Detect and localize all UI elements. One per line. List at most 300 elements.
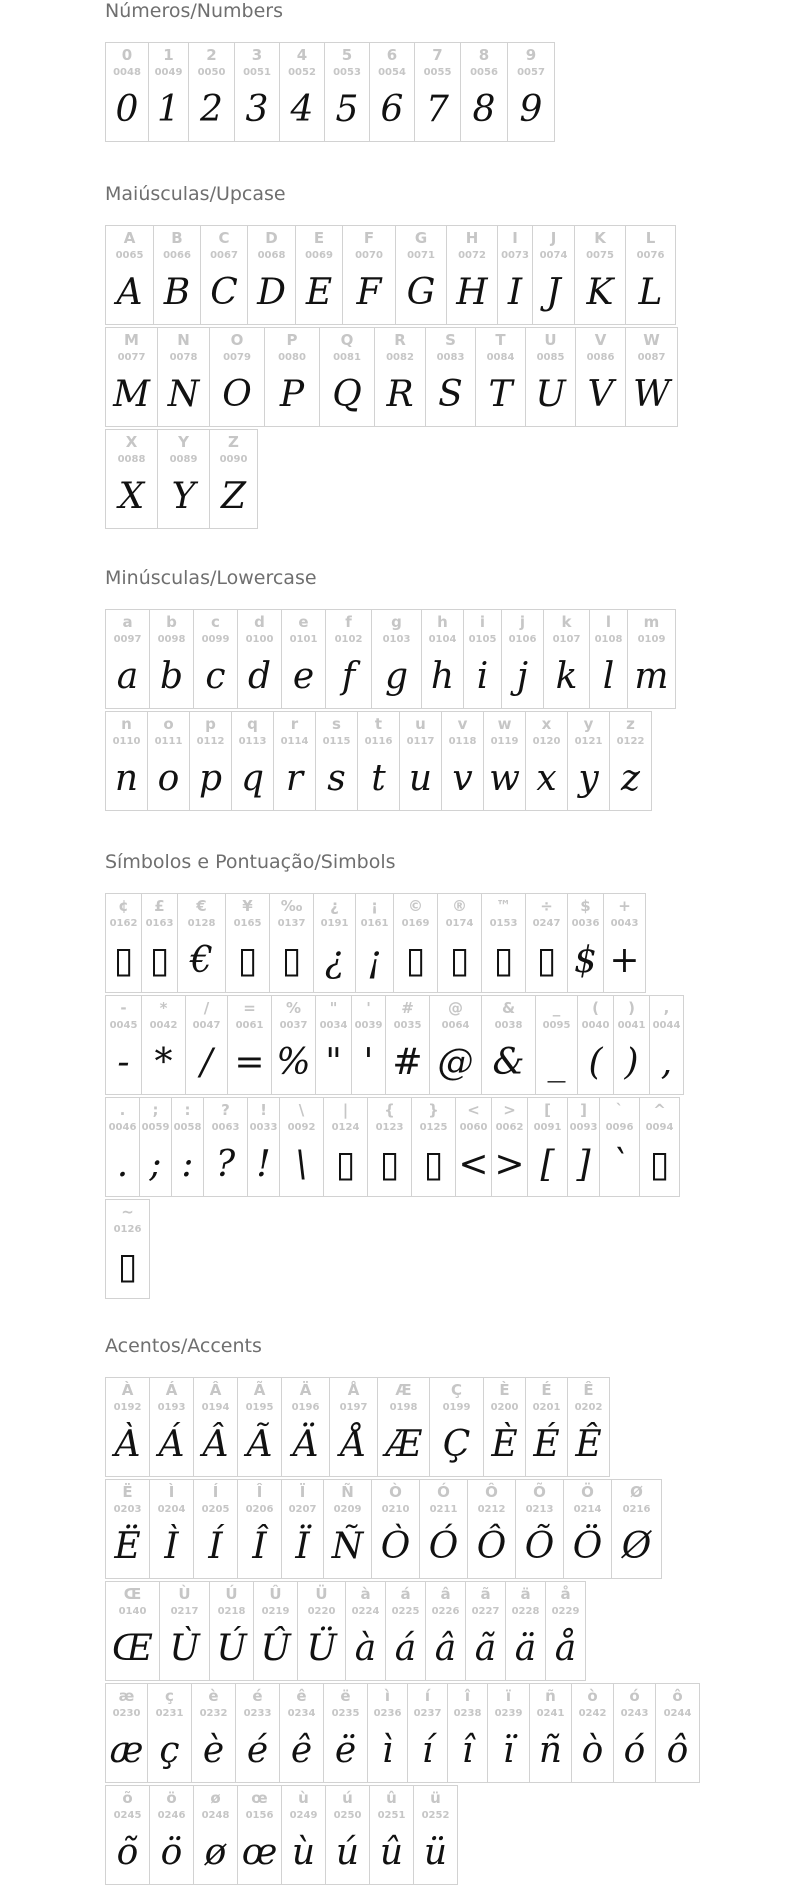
glyph-code: 0049 [154,67,183,78]
glyph-cell [374,327,426,427]
glyph-sample: Ü [306,1628,337,1669]
glyph-sample: _ [547,1042,566,1083]
glyph-sample: O [222,374,252,415]
glyph-label: _ [552,999,561,1017]
glyph-sample: Ó [428,1526,459,1567]
glyph-row [105,1097,800,1199]
glyph-code: 0218 [217,1606,246,1617]
glyph-label: - [120,999,127,1017]
glyph-label: W [643,331,660,349]
glyph-label: ò [587,1687,598,1705]
glyph-code: 0233 [243,1708,272,1719]
glyph-cell [437,893,482,993]
glyph-code: 0196 [291,1402,320,1413]
glyph-code: 0224 [351,1606,380,1617]
glyph-cell [329,1377,378,1477]
glyph-sample: 9 [519,89,543,130]
glyph-cell [460,42,508,142]
glyph-sample: K [586,272,614,313]
glyph-label: © [408,897,423,915]
glyph-code: 0105 [468,634,497,645]
glyph-sample: ▯ [405,940,426,981]
glyph-label: F [363,229,375,247]
glyph-cell [247,1097,280,1197]
section-title: Minúsculas/Lowercase [105,567,317,589]
glyph-sample: y [578,758,599,799]
glyph-label: ‰ [280,897,303,915]
glyph-label: > [503,1101,516,1119]
glyph-sample: ù [291,1832,316,1873]
glyph-code: 0110 [112,736,141,747]
glyph-label: Œ [123,1585,142,1603]
glyph-label: õ [122,1789,133,1807]
glyph-row [105,327,800,429]
glyph-grid [105,609,800,813]
glyph-sample: v [452,758,473,799]
glyph-cell [345,1581,386,1681]
glyph-code: 0086 [586,352,615,363]
glyph-sample: à [354,1628,377,1669]
glyph-sample: P [279,374,305,415]
glyph-cell [153,225,201,325]
glyph-label: ù [298,1789,309,1807]
glyph-code: 0122 [616,736,645,747]
glyph-label: ` [615,1101,624,1119]
glyph-code: 0092 [287,1122,316,1133]
glyph-label: Q [340,331,354,349]
glyph-cell [367,1097,412,1197]
glyph-code: 0199 [442,1402,471,1413]
glyph-sample: Ø [621,1526,652,1567]
glyph-cell [487,1683,530,1783]
glyph-cell [279,1097,324,1197]
glyph-sample: G [406,272,436,313]
glyph-label: 2 [206,46,217,64]
glyph-cell [237,1377,282,1477]
glyph-cell [467,1479,516,1579]
glyph-sample: Ï [295,1526,310,1567]
glyph-label: a [122,613,133,631]
glyph-sample: Y [171,476,196,517]
glyph-label: s [332,715,341,733]
glyph-cell [227,995,272,1095]
glyph-cell [507,42,555,142]
glyph-sample: 2 [200,89,223,130]
glyph-label: å [560,1585,571,1603]
glyph-label: ® [452,897,467,915]
glyph-cell [185,995,228,1095]
glyph-cell [501,609,544,709]
glyph-cell [367,1683,408,1783]
glyph-label: ã [480,1585,491,1603]
glyph-row [105,1581,800,1683]
glyph-cell [297,1581,346,1681]
glyph-code: 0054 [378,67,406,78]
glyph-label: A [123,229,136,247]
glyph-sample: @ [437,1042,474,1083]
glyph-sample: õ [116,1832,139,1873]
glyph-cell [105,1479,150,1579]
glyph-cell [613,995,650,1095]
glyph-code: 0230 [112,1708,141,1719]
glyph-code: 0244 [663,1708,692,1719]
glyph-sample: 5 [335,89,359,130]
glyph-code: 0090 [219,454,248,465]
glyph-cell [295,225,343,325]
glyph-sample: i [476,656,489,697]
glyph-cell [281,1479,324,1579]
glyph-sample: V [587,374,614,415]
glyph-cell [237,1785,282,1885]
glyph-cell [371,609,422,709]
glyph-cell [421,609,464,709]
glyph-code: 0089 [169,454,198,465]
glyph-code: 0248 [201,1810,230,1821]
glyph-label: K [594,229,606,247]
glyph-code: 0234 [287,1708,316,1719]
glyph-code: 0100 [245,634,274,645]
glyph-code: 0156 [245,1810,274,1821]
glyph-row [105,893,800,995]
glyph-label: á [400,1585,411,1603]
glyph-sample: ▯ [149,940,170,981]
glyph-cell [319,327,375,427]
glyph-cell [323,1683,368,1783]
glyph-sample: . [116,1144,129,1185]
glyph-sample: : [181,1144,194,1185]
glyph-code: 0083 [436,352,465,363]
glyph-code: 0087 [637,352,666,363]
glyph-row [105,1377,800,1479]
glyph-label: l [605,613,612,631]
glyph-sample: D [257,272,286,313]
glyph-label: û [386,1789,397,1807]
glyph-cell [589,609,628,709]
glyph-cell [483,711,526,811]
glyph-cell [625,327,678,427]
glyph-cell [235,1683,280,1783]
glyph-label: ó [629,1687,640,1705]
glyph-label: é [252,1687,263,1705]
glyph-code: 0245 [113,1810,142,1821]
glyph-code: 0075 [586,250,614,261]
glyph-label: Ù [178,1585,191,1603]
glyph-cell [105,327,158,427]
glyph-cell [105,42,149,142]
glyph-label: Ñ [341,1483,354,1501]
glyph-cell [481,995,536,1095]
glyph-cell [515,1479,564,1579]
glyph-cell [141,893,178,993]
section-title: Acentos/Accents [105,1335,262,1357]
glyph-code: 0085 [536,352,565,363]
glyph-code: 0044 [652,1020,681,1031]
glyph-label: ™ [496,897,511,915]
glyph-label: M [124,331,139,349]
glyph-sample: n [114,758,139,799]
glyph-cell [253,1581,298,1681]
glyph-code: 0109 [637,634,666,645]
glyph-cell [200,225,248,325]
glyph-code: 0059 [141,1122,170,1133]
glyph-label: o [163,715,174,733]
glyph-code: 0214 [573,1504,602,1515]
glyph-label: Ä [299,1381,312,1399]
glyph-label: € [196,897,207,915]
glyph-code: 0125 [419,1122,448,1133]
glyph-code: 0058 [173,1122,202,1133]
glyph-cell [393,893,438,993]
glyph-label: ü [430,1789,441,1807]
glyph-code: 0048 [113,67,141,78]
glyph-sample: N [167,374,200,415]
glyph-label: ~ [121,1203,134,1221]
glyph-label: = [243,999,256,1017]
glyph-sample: ø [204,1832,227,1873]
glyph-cell [446,225,498,325]
glyph-code: 0104 [428,634,457,645]
glyph-cell [105,893,142,993]
glyph-code: 0041 [617,1020,646,1031]
glyph-sample: Í [208,1526,223,1567]
glyph-sample: ( [588,1042,603,1083]
glyph-label: R [394,331,406,349]
glyph-label: G [414,229,428,247]
glyph-code: 0050 [197,67,226,78]
glyph-cell [545,1581,586,1681]
glyph-cell [567,893,604,993]
glyph-sample: œ [241,1832,278,1873]
glyph-code: 0197 [339,1402,368,1413]
glyph-code: 0047 [192,1020,221,1031]
glyph-sample: ç [159,1730,180,1771]
glyph-sample: b [159,656,184,697]
glyph-code: 0094 [645,1122,674,1133]
glyph-code: 0091 [533,1122,562,1133]
glyph-row [105,225,800,327]
glyph-sample: é [246,1730,269,1771]
glyph-code: 0232 [199,1708,228,1719]
glyph-cell [611,1479,662,1579]
glyph-cell [324,42,370,142]
glyph-cell [177,893,226,993]
glyph-row [105,609,800,711]
glyph-cell [567,711,610,811]
glyph-sample: j [516,656,529,697]
glyph-label: â [440,1585,451,1603]
glyph-sample: ▯ [449,940,470,981]
glyph-cell [407,1683,448,1783]
glyph-code: 0040 [581,1020,610,1031]
glyph-sample: + [609,940,640,981]
glyph-label: É [541,1381,552,1399]
glyph-sample: Z [220,476,246,517]
glyph-cell [481,893,526,993]
glyph-code: 0126 [113,1224,142,1235]
glyph-sample: ▯ [335,1144,356,1185]
glyph-label: Y [178,433,189,451]
glyph-label: c [211,613,220,631]
glyph-cell [271,995,316,1095]
glyph-sample: M [113,374,150,415]
glyph-sample: o [157,758,180,799]
glyph-cell [139,1097,172,1197]
glyph-sample: r [285,758,304,799]
glyph-cell [237,1479,282,1579]
glyph-grid [105,893,800,1301]
glyph-sample: E [305,272,333,313]
glyph-row [105,1479,800,1581]
glyph-label: ô [672,1687,683,1705]
glyph-cell [105,225,154,325]
glyph-code: 0236 [373,1708,402,1719]
glyph-cell [105,429,158,529]
glyph-cell [105,1785,150,1885]
glyph-cell [613,1683,656,1783]
glyph-sample: C [210,272,238,313]
glyph-label: v [457,715,468,733]
glyph-code: 0070 [355,250,383,261]
glyph-label: b [166,613,177,631]
glyph-sample: ; [149,1144,162,1185]
glyph-cell [639,1097,680,1197]
glyph-label: r [290,715,299,733]
glyph-code: 0120 [532,736,561,747]
glyph-sample: À [114,1424,141,1465]
glyph-label: j [519,613,526,631]
glyph-sample: * [154,1042,173,1083]
glyph-label: ì [384,1687,391,1705]
glyph-sample: ë [334,1730,357,1771]
glyph-sample: " [325,1042,342,1083]
glyph-code: 0037 [279,1020,308,1031]
glyph-sample: $ [574,940,597,981]
glyph-code: 0242 [578,1708,607,1719]
glyph-cell [273,711,316,811]
glyph-label: ï [505,1687,512,1705]
glyph-sample: g [384,656,409,697]
glyph-label: U [544,331,557,349]
glyph-code: 0193 [157,1402,186,1413]
glyph-cell [532,225,575,325]
glyph-label: Ó [437,1483,450,1501]
glyph-code: 0205 [201,1504,230,1515]
glyph-code: 0123 [375,1122,404,1133]
glyph-label: \ [298,1101,305,1119]
glyph-cell [234,42,280,142]
glyph-code: 0043 [610,918,639,929]
glyph-code: 0115 [322,736,351,747]
glyph-label: n [121,715,132,733]
glyph-cell [315,995,352,1095]
glyph-sample: Ù [169,1628,200,1669]
glyph-cell [279,1683,324,1783]
glyph-cell [209,429,258,529]
glyph-code: 0243 [620,1708,649,1719]
glyph-sample: á [394,1628,417,1669]
glyph-code: 0239 [494,1708,523,1719]
glyph-code: 0206 [245,1504,274,1515]
glyph-label: Ü [315,1585,328,1603]
glyph-cell [525,1377,568,1477]
glyph-code: 0106 [508,634,537,645]
glyph-sample: 1 [157,89,180,130]
glyph-label: { [384,1101,395,1119]
glyph-sample: = [234,1042,265,1083]
glyph-sample: e [292,656,315,697]
glyph-code: 0033 [249,1122,278,1133]
glyph-cell [149,1785,194,1885]
glyph-code: 0080 [278,352,306,363]
glyph-cell [497,225,533,325]
glyph-sample: ä [514,1628,537,1669]
glyph-sample: t [371,758,386,799]
glyph-sample: Æ [385,1424,422,1465]
glyph-code: 0051 [243,67,271,78]
glyph-label: ¥ [242,897,253,915]
glyph-sample: U [535,374,566,415]
glyph-cell [351,995,386,1095]
glyph-label: P [286,331,298,349]
glyph-sample: X [118,476,145,517]
glyph-label: Û [269,1585,282,1603]
glyph-cell [147,1683,192,1783]
glyph-sample: ▯ [379,1144,400,1185]
glyph-cell [649,995,684,1095]
glyph-cell [105,711,148,811]
glyph-cell [105,1581,160,1681]
glyph-code: 0207 [288,1504,317,1515]
glyph-sample: î [461,1730,474,1771]
glyph-sample: S [438,374,463,415]
glyph-label: T [495,331,506,349]
glyph-cell [105,1683,148,1783]
glyph-sample: x [536,758,557,799]
glyph-cell [157,429,210,529]
glyph-code: 0039 [354,1020,383,1031]
glyph-label: ! [260,1101,267,1119]
glyph-code: 0038 [494,1020,523,1031]
glyph-label: Ã [253,1381,266,1399]
glyph-sample: / [200,1042,213,1083]
glyph-sample: 7 [426,89,449,130]
glyph-code: 0035 [393,1020,422,1031]
glyph-code: 0055 [423,67,452,78]
glyph-cell [105,1097,140,1197]
glyph-code: 0053 [333,67,361,78]
glyph-sample: T [488,374,513,415]
glyph-label: C [218,229,230,247]
glyph-label: k [561,613,572,631]
glyph-code: 0045 [109,1020,138,1031]
glyph-cell [543,609,590,709]
glyph-sample: A [116,272,143,313]
glyph-cell [369,1785,414,1885]
glyph-sample: Ò [380,1526,411,1567]
glyph-cell [371,1479,420,1579]
glyph-cell [231,711,274,811]
glyph-code: 0162 [109,918,138,929]
glyph-sample: R [386,374,414,415]
glyph-sample: è [202,1730,225,1771]
glyph-code: 0102 [334,634,363,645]
glyph-sample: p [198,758,223,799]
glyph-label: g [391,613,402,631]
glyph-code: 0056 [470,67,498,78]
glyph-code: 0225 [391,1606,420,1617]
glyph-cell [147,711,190,811]
glyph-cell [141,995,186,1095]
